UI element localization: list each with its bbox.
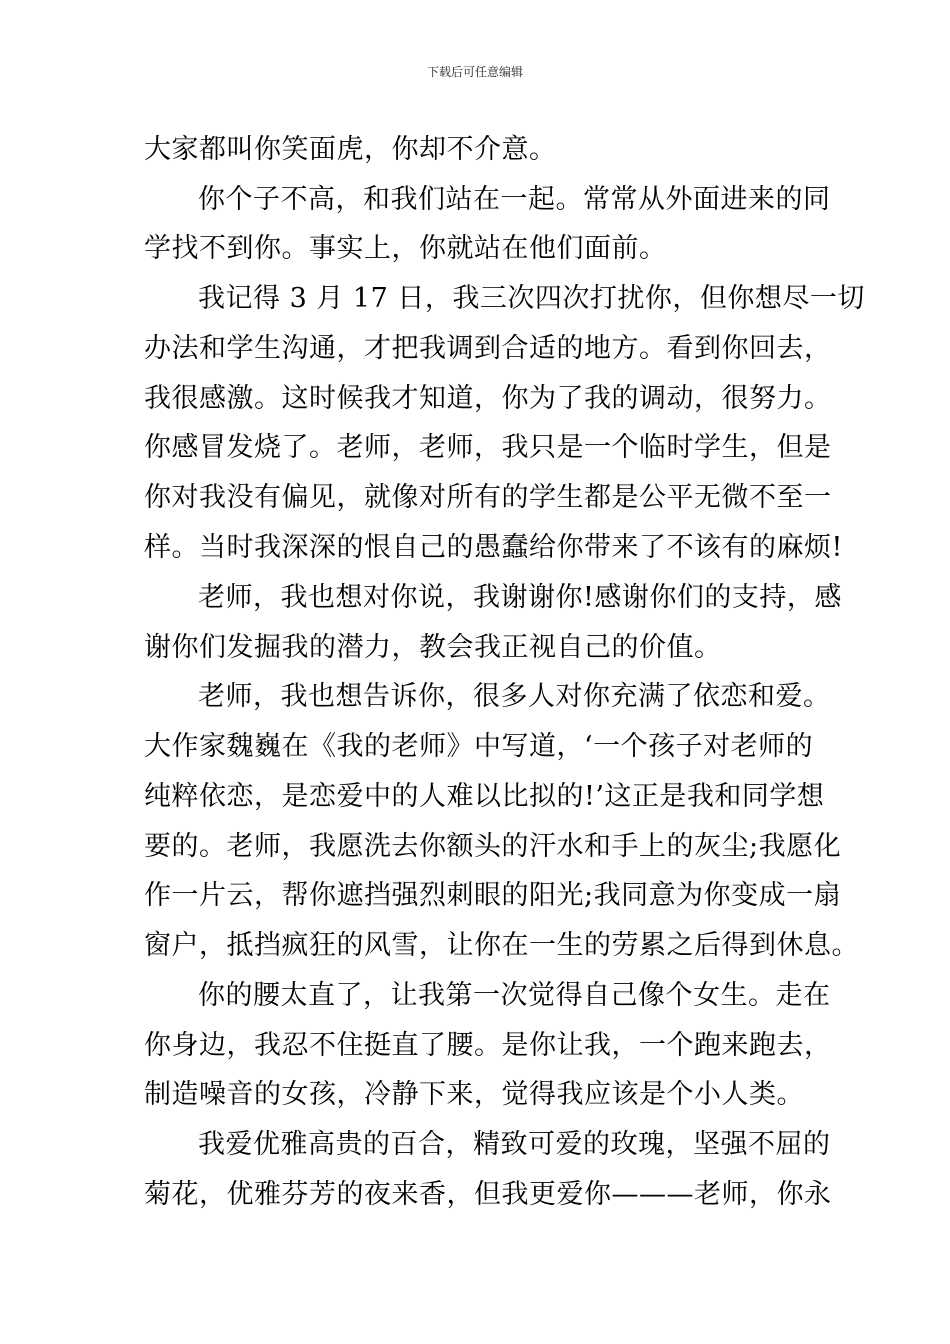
text-line: 作一片云，帮你遮挡强烈刺眼的阳光;我同意为你变成一扇 <box>144 880 842 911</box>
text-line: 要的。老师，我愿洗去你额头的汗水和手上的灰尘;我愿化 <box>144 831 842 862</box>
text-line: 你的腰太直了，让我第一次觉得自己像个女生。走在 <box>198 980 831 1011</box>
text-line: 窗户，抵挡疯狂的风雪，让你在一生的劳累之后得到休息。 <box>144 930 859 961</box>
text-line: 大作家魏巍在《我的老师》中写道，‘一个孩子对老师的 <box>144 731 814 762</box>
text-line: 纯粹依恋，是恋爱中的人难以比拟的!’这正是我和同学想 <box>144 781 825 812</box>
page-header: 下载后可任意编辑 <box>426 65 523 79</box>
text-line: 谢你们发掘我的潜力，教会我正视自己的价值。 <box>144 632 722 663</box>
text-line: 我爱优雅高贵的百合，精致可爱的玫瑰，坚强不屈的 <box>198 1129 831 1160</box>
text-line: 办法和学生沟通，才把我调到合适的地方。看到你回去， <box>144 333 832 364</box>
text-line: 你身边，我忍不住挺直了腰。是你让我，一个跑来跑去， <box>144 1030 832 1061</box>
text-line: 老师，我也想告诉你，很多人对你充满了依恋和爱。 <box>198 681 831 712</box>
text-line: 大家都叫你笑面虎，你却不介意。 <box>144 134 557 165</box>
text-line: 我很感激。这时候我才知道，你为了我的调动，很努力。 <box>144 383 832 414</box>
text-line: 样。当时我深深的恨自己的愚蠢给你带来了不该有的麻烦! <box>144 532 843 563</box>
text-line: 你对我没有偏见，就像对所有的学生都是公平无微不至一 <box>144 482 832 513</box>
text-line: 我记得 3 月 17 日，我三次四次打扰你，但你想尽一切 <box>198 283 865 314</box>
text-line: 制造噪音的女孩，冷静下来，觉得我应该是个小人类。 <box>144 1079 804 1110</box>
text-line: 菊花，优雅芬芳的夜来香，但我更爱你———老师，你永 <box>144 1179 832 1210</box>
text-line: 你个子不高，和我们站在一起。常常从外面进来的同 <box>198 184 831 215</box>
text-line: 老师，我也想对你说，我谢谢你!感谢你们的支持，感 <box>198 582 842 613</box>
text-line: 你感冒发烧了。老师，老师，我只是一个临时学生，但是 <box>144 432 832 463</box>
text-line: 学找不到你。事实上，你就站在他们面前。 <box>144 233 667 264</box>
